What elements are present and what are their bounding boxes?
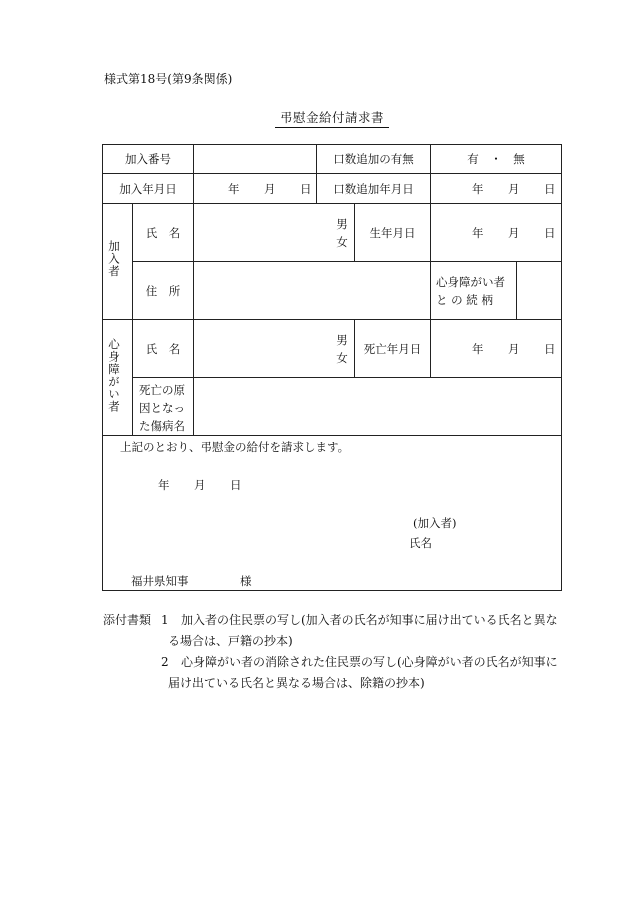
applicant-name-label: 氏名: [409, 536, 432, 550]
subscriber-sex-female[interactable]: 女: [336, 235, 348, 249]
birth-date-day: 日: [544, 226, 556, 240]
additional-units-label: 口数追加の有無: [333, 152, 414, 166]
request-statement: 上記のとおり、弔慰金の給付を請求します。: [120, 440, 350, 454]
enrollment-number-label: 加入番号: [125, 152, 171, 166]
request-date-month: 月: [194, 478, 206, 492]
cause-of-death-field[interactable]: [194, 378, 561, 435]
enrollment-date-month: 月: [264, 182, 276, 196]
birth-date-month: 月: [508, 226, 520, 240]
relationship-field[interactable]: [517, 262, 561, 319]
death-date-year: 年: [472, 342, 484, 356]
form-number: 様式第18号(第9条関係): [104, 72, 233, 86]
cause-label-line1: 死亡の原: [139, 383, 185, 397]
address-field[interactable]: [194, 262, 430, 319]
subscriber-name-label: 氏 名: [145, 225, 181, 240]
birth-date-year: 年: [472, 226, 484, 240]
additional-units-date-year: 年: [472, 182, 484, 196]
death-date-day: 日: [544, 342, 556, 356]
disabled-sex-male[interactable]: 男: [336, 333, 348, 347]
subscriber-section-label: 加入者: [107, 240, 121, 278]
enrollment-date-day: 日: [300, 182, 312, 196]
cause-label-line2: 因となっ: [139, 401, 185, 415]
enrollment-date-year: 年: [228, 182, 240, 196]
request-date-year: 年: [158, 478, 170, 492]
address-label: 住 所: [145, 283, 181, 298]
death-date-label: 死亡年月日: [363, 341, 422, 356]
addressee: 福井県知事: [131, 574, 189, 588]
attachment-1-line1: 加入者の住民票の写し(加入者の氏名が知事に届け出ている氏名と異な: [181, 613, 558, 627]
additional-units-date-label: 口数追加年月日: [333, 181, 414, 196]
enrollment-number-field[interactable]: [194, 145, 316, 173]
additional-units-date-month: 月: [508, 182, 520, 196]
disabled-person-section-label: 心身障がい者: [107, 338, 121, 413]
additional-units-date-day: 日: [544, 182, 556, 196]
subscriber-name-field[interactable]: [194, 204, 324, 261]
attachment-1-number: 1: [161, 613, 169, 627]
attachments-heading: 添付書類: [103, 613, 152, 627]
death-date-month: 月: [508, 342, 520, 356]
attachment-1-line2: る場合は、戸籍の抄本): [168, 634, 293, 648]
addressee-honorific: 様: [240, 574, 252, 588]
subscriber-sex-male[interactable]: 男: [336, 217, 348, 231]
cause-label-line3: た傷病名: [139, 419, 185, 433]
relationship-label-line2: と の 続 柄: [436, 293, 493, 307]
disabled-sex-female[interactable]: 女: [336, 351, 348, 365]
disabled-name-label: 氏 名: [145, 341, 181, 356]
additional-units-choice[interactable]: 有 ・ 無: [467, 152, 525, 166]
request-date-day: 日: [230, 478, 242, 492]
birth-date-label: 生年月日: [369, 225, 416, 240]
attachment-2-number: 2: [161, 655, 169, 669]
disabled-name-field[interactable]: [194, 320, 324, 377]
applicant-label: (加入者): [413, 516, 457, 530]
enrollment-date-label: 加入年月日: [119, 181, 177, 196]
attachment-2-line1: 心身障がい者の消除された住民票の写し(心身障がい者の氏名が知事に: [181, 655, 558, 669]
document-title: 弔慰金給付請求書: [275, 108, 389, 128]
attachment-2-line2: 届け出ている氏名と異なる場合は、除籍の抄本): [168, 676, 425, 690]
relationship-label-line1: 心身障がい者: [436, 275, 505, 289]
